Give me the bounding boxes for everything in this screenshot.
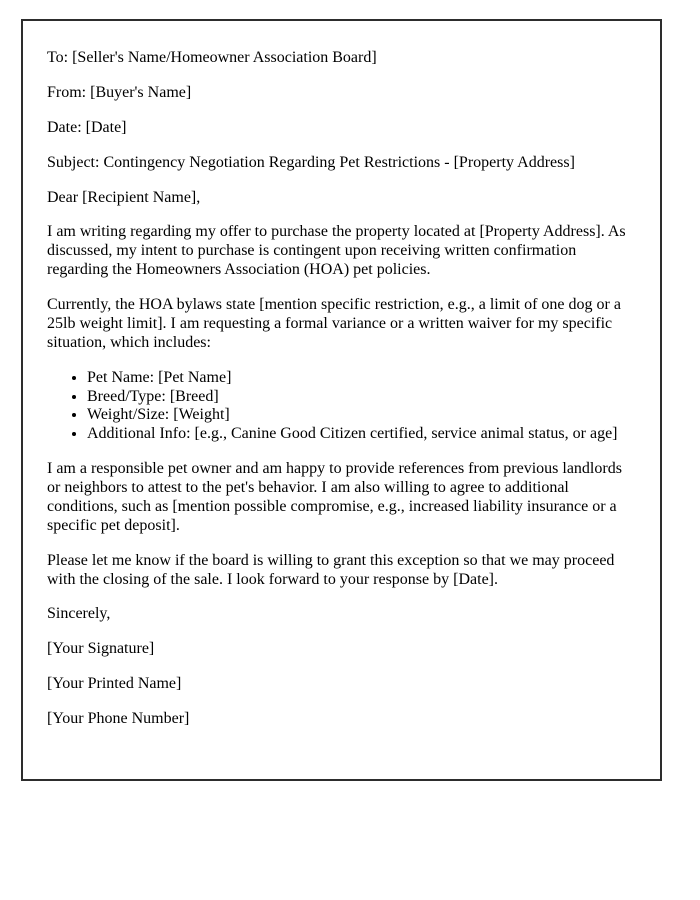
letter-date-line: Date: [Date] [47, 118, 127, 136]
letter-salutation: Dear [Recipient Name], [47, 188, 201, 206]
signature-placeholder: [Your Signature] [47, 640, 155, 658]
letter-signoff: Sincerely, [47, 605, 111, 623]
paragraph-closing-request: Please let me know if the board is willing to grant this exception so that we may proceed with the closing of the sale. I look forward to your response by [Date]. [47, 551, 615, 588]
list-item-pet-name: • Pet Name: [Pet Name] [87, 369, 636, 388]
letter-container [21, 19, 662, 781]
phone-number-placeholder: [Your Phone Number] [47, 710, 190, 727]
printed-name-placeholder: [Your Printed Name] [47, 675, 182, 693]
letter-to-line: To: [Seller's Name/Homeowner Association Board] [47, 49, 377, 66]
letter-from-line: From: [Buyer's Name] [47, 83, 192, 101]
list-item-breed: • Breed/Type: [Breed] [87, 388, 636, 407]
paragraph-intro: I am writing regarding my offer to purchase the property located at [Property Address]. As discussed, my intent to purchase is contingent upon receiving written confirmation regarding the Homeowners Association (HOA) pet policies. [47, 223, 626, 279]
paragraph-responsible-owner: I am a responsible pet owner and am happy to provide references from previous landlords or neighbors to attest to the pet's behavior. I am also willing to agree to additional conditions, such as [mention possible compromise, e.g., increased liability insurance or a specific pet deposit]. [47, 460, 622, 534]
list-item-additional-info: • Additional Info: [e.g., Canine Good Citizen certified, service animal status, or age] [87, 425, 636, 444]
letter-subject-line: Subject: Contingency Negotiation Regarding Pet Restrictions - [Property Address] [47, 153, 575, 171]
pet-details-list [47, 369, 636, 445]
list-item-weight: • Weight/Size: [Weight] [87, 406, 636, 425]
paragraph-bylaws: Currently, the HOA bylaws state [mention specific restriction, e.g., a limit of one dog or a 25lb weight limit]. I am requesting a formal variance or a written waiver for my specific situation, which includes: [47, 296, 621, 351]
